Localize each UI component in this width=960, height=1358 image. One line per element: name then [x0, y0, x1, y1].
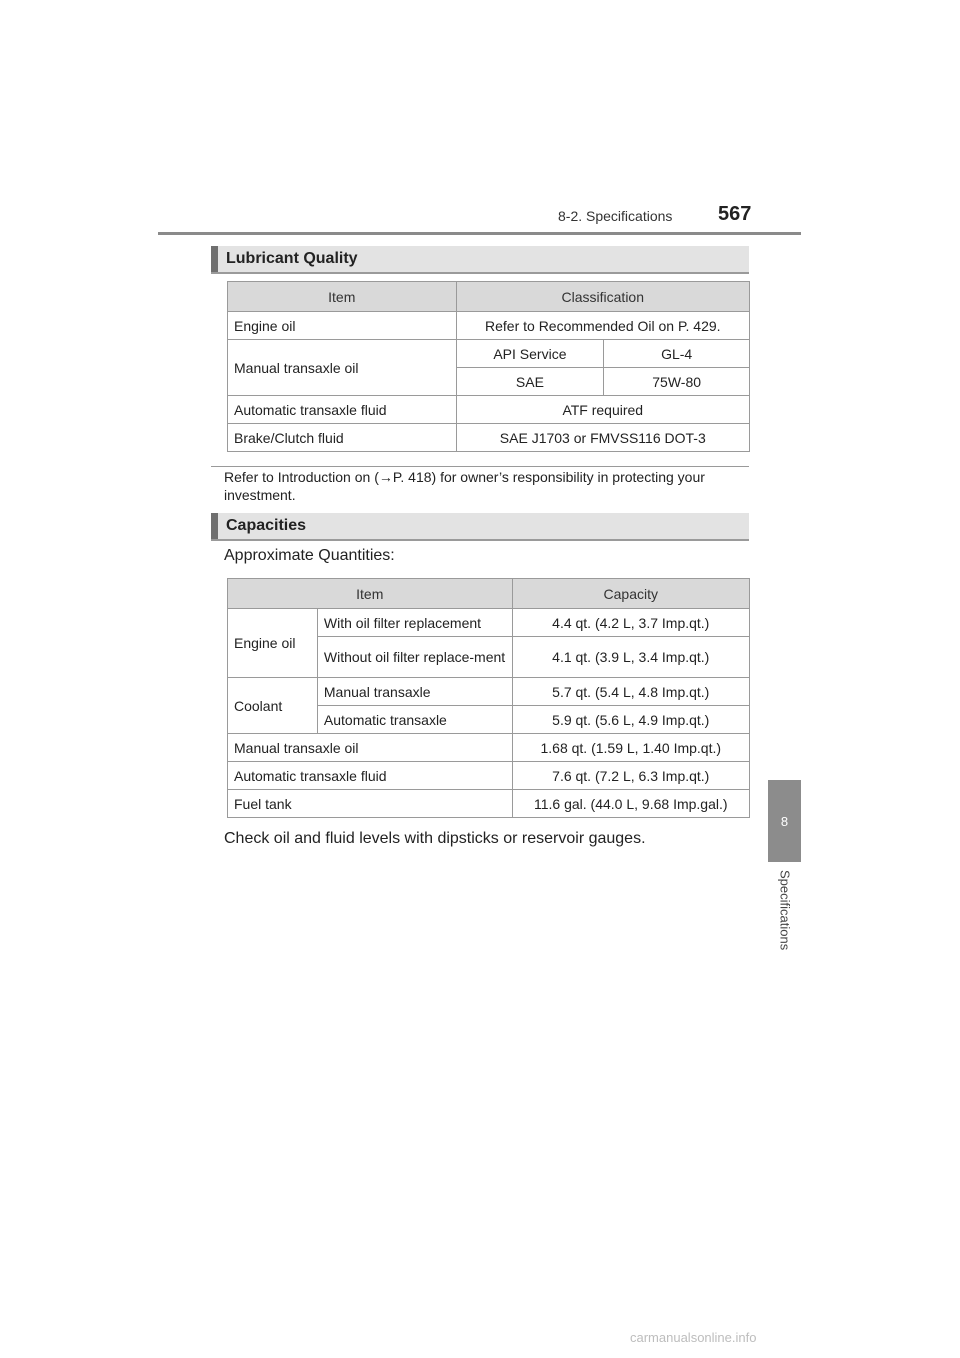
lubricant-heading: [211, 246, 749, 274]
chapter-tab[interactable]: [768, 780, 801, 862]
row-value: 4.1 qt. (3.9 L, 3.4 Imp.qt.): [512, 637, 749, 678]
check-levels-note: Check oil and fluid levels with dipsticks or reservoir gauges.: [224, 830, 646, 847]
capacities-table: [227, 578, 750, 818]
row-sublabel: Without oil filter replace-ment: [317, 637, 512, 678]
table-row: [228, 312, 750, 340]
table-header-row: [228, 579, 750, 609]
row-label: Engine oil: [228, 609, 318, 678]
table-row: [228, 678, 750, 706]
table-row: [228, 396, 750, 424]
approximate-quantities-label: Approximate Quantities:: [224, 547, 395, 564]
chapter-label: Specifications: [777, 870, 793, 951]
table-row: [228, 734, 750, 762]
column-header-item: Item: [228, 282, 457, 312]
capacities-heading: [211, 513, 749, 541]
table-row: [228, 340, 750, 368]
capacities-heading-title: Capacities: [226, 517, 307, 534]
row-value: Refer to Recommended Oil on P. 429.: [456, 312, 749, 340]
heading-bar: [211, 513, 218, 539]
row-value: 75W-80: [604, 368, 750, 396]
row-value: GL-4: [604, 340, 750, 368]
row-sublabel: Automatic transaxle: [317, 706, 512, 734]
row-sublabel: API Service: [456, 340, 604, 368]
row-label: Fuel tank: [228, 790, 513, 818]
lubricant-heading-title: Lubricant Quality: [226, 250, 358, 267]
table-row: [228, 762, 750, 790]
table-row: [228, 790, 750, 818]
row-label: Manual transaxle oil: [228, 734, 513, 762]
column-header-classification: Classification: [456, 282, 749, 312]
chapter-number: 8: [780, 813, 789, 829]
row-value: 1.68 qt. (1.59 L, 1.40 Imp.qt.): [512, 734, 749, 762]
row-label: Coolant: [228, 678, 318, 734]
row-label: Automatic transaxle fluid: [228, 762, 513, 790]
row-label: Brake/Clutch fluid: [228, 424, 457, 452]
row-label: Engine oil: [228, 312, 457, 340]
row-label: Manual transaxle oil: [228, 340, 457, 396]
lubricant-table: [227, 281, 750, 452]
column-header-capacity: Capacity: [512, 579, 749, 609]
row-label: Automatic transaxle fluid: [228, 396, 457, 424]
watermark: carmanualsonline.info: [630, 1330, 757, 1345]
note-divider: [211, 466, 749, 467]
column-header-item: Item: [228, 579, 513, 609]
row-value: 4.4 qt. (4.2 L, 3.7 Imp.qt.): [512, 609, 749, 637]
page-number: 567: [718, 203, 752, 225]
row-value: 5.7 qt. (5.4 L, 4.8 Imp.qt.): [512, 678, 749, 706]
responsibility-note: Refer to Introduction on (→P. 418) for owner’s responsibility in protecting your investment.: [224, 469, 705, 503]
section-title: 8-2. Specifications: [558, 208, 673, 224]
table-row: [228, 424, 750, 452]
heading-bar: [211, 246, 218, 272]
row-value: 5.9 qt. (5.6 L, 4.9 Imp.qt.): [512, 706, 749, 734]
row-sublabel: SAE: [456, 368, 604, 396]
row-value: 11.6 gal. (44.0 L, 9.68 Imp.gal.): [512, 790, 749, 818]
row-value: SAE J1703 or FMVSS116 DOT-3: [456, 424, 749, 452]
row-sublabel: With oil filter replacement: [317, 609, 512, 637]
table-header-row: [228, 282, 750, 312]
row-value: ATF required: [456, 396, 749, 424]
row-sublabel: Manual transaxle: [317, 678, 512, 706]
row-value: 7.6 qt. (7.2 L, 6.3 Imp.qt.): [512, 762, 749, 790]
header-divider: [158, 232, 801, 235]
table-row: [228, 609, 750, 637]
